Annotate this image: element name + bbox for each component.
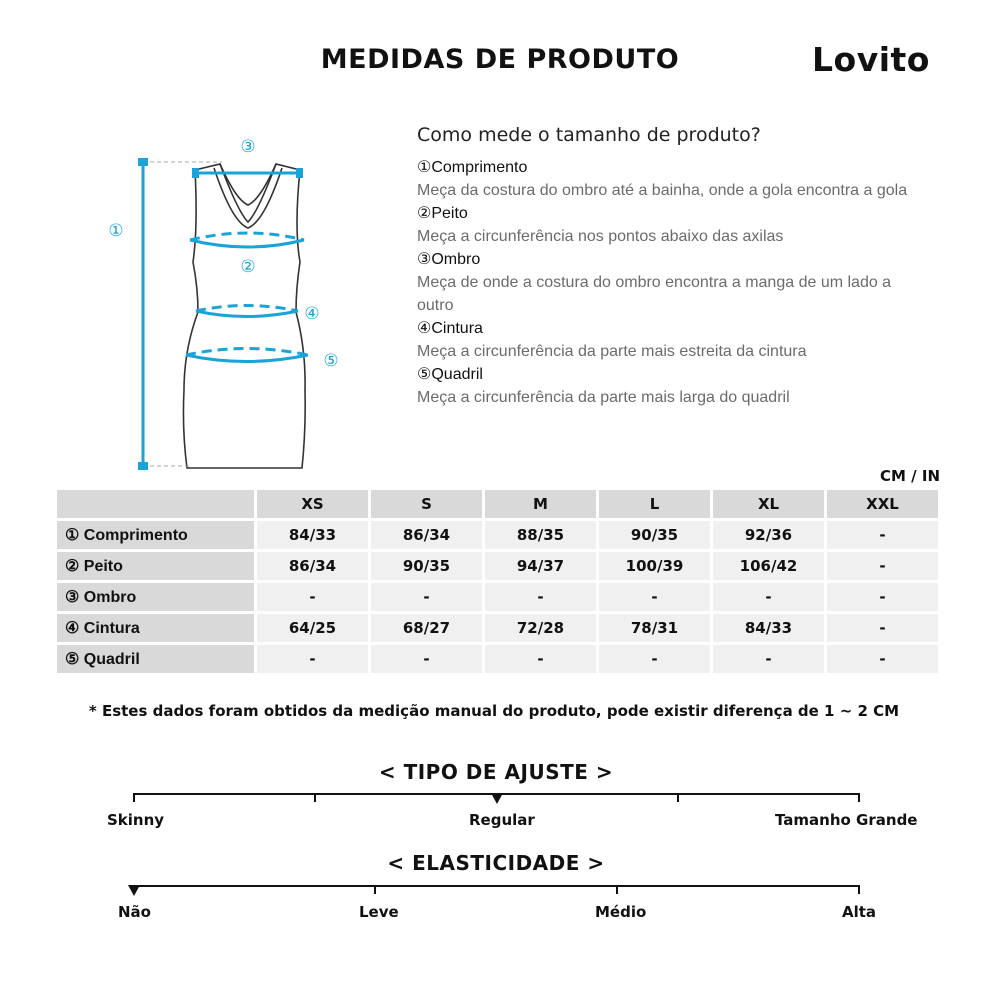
howto-item-name: ①Comprimento	[417, 159, 528, 176]
measurement-note: * Estes dados foram obtidos da medição manual do produto, pode existir diferença de 1 ~ 2 CM	[88, 702, 900, 720]
table-cell: -	[485, 583, 596, 611]
howto-item-chest	[417, 202, 917, 248]
table-cell: -	[371, 645, 482, 673]
table-cell: -	[257, 645, 368, 673]
howto-item-desc: Meça a circunferência da parte mais estreita da cintura	[417, 343, 807, 360]
elasticity-label-none: Não	[118, 903, 151, 921]
table-cell: 94/37	[485, 552, 596, 580]
elasticity-selected-pointer	[128, 885, 140, 896]
marker-waist: ④	[304, 304, 320, 324]
page-title: MEDIDAS DE PRODUTO	[320, 44, 680, 75]
table-row	[57, 583, 938, 611]
dress-measurement-figure	[100, 130, 360, 475]
table-cell: -	[827, 614, 938, 642]
howto-item-desc: Meça a circunferência nos pontos abaixo das axilas	[417, 228, 784, 245]
shoulder-bar-left-cap	[192, 168, 199, 178]
marker-hip: ⑤	[323, 351, 339, 371]
size-header: L	[599, 490, 710, 518]
chest-line-back	[190, 233, 304, 240]
table-cell: 90/35	[371, 552, 482, 580]
size-header: S	[371, 490, 482, 518]
table-cell: -	[827, 645, 938, 673]
table-cell: 92/36	[713, 521, 824, 549]
table-cell: 88/35	[485, 521, 596, 549]
table-cell: 72/28	[485, 614, 596, 642]
howto-item-desc: Meça a circunferência da parte mais larga do quadril	[417, 389, 790, 406]
elasticity-tick	[616, 885, 618, 894]
fit-tick	[677, 793, 679, 802]
fit-tick	[858, 793, 860, 802]
table-cell: 86/34	[257, 552, 368, 580]
howto-item-waist	[417, 317, 917, 363]
table-cell: -	[599, 645, 710, 673]
table-row	[57, 552, 938, 580]
howto-item-hip	[417, 363, 917, 409]
table-row	[57, 521, 938, 549]
table-row	[57, 645, 938, 673]
brand-logo: Lovito	[812, 40, 930, 79]
row-label: ③ Ombro	[57, 583, 254, 611]
howto-item-desc: Meça da costura do ombro até a bainha, onde a gola encontra a gola	[417, 182, 908, 199]
shoulder-bar-right-cap	[296, 168, 303, 178]
fit-scale-title: < TIPO DE AJUSTE >	[378, 760, 614, 784]
waist-line-front	[196, 311, 298, 317]
table-cell: -	[257, 583, 368, 611]
table-cell: 86/34	[371, 521, 482, 549]
size-table	[54, 487, 941, 676]
table-cell: 100/39	[599, 552, 710, 580]
howto-list	[417, 156, 917, 409]
hip-line-front	[186, 355, 308, 362]
table-cell: -	[713, 645, 824, 673]
fit-label-skinny: Skinny	[107, 811, 165, 829]
elasticity-label-high: Alta	[842, 903, 877, 921]
table-cell: 68/27	[371, 614, 482, 642]
howto-item-name: ④Cintura	[417, 320, 483, 337]
unit-label: CM / IN	[880, 467, 940, 485]
size-header: M	[485, 490, 596, 518]
size-header: XL	[713, 490, 824, 518]
size-header: XXL	[827, 490, 938, 518]
row-label: ⑤ Quadril	[57, 645, 254, 673]
elasticity-scale-title: < ELASTICIDADE >	[387, 851, 605, 875]
table-cell: 106/42	[713, 552, 824, 580]
table-row	[57, 614, 938, 642]
fit-label-large: Tamanho Grande	[775, 811, 918, 829]
length-bar-top-cap	[138, 158, 148, 166]
table-cell: 84/33	[713, 614, 824, 642]
waist-line-back	[196, 306, 298, 312]
table-cell: -	[599, 583, 710, 611]
howto-item-name: ⑤Quadril	[417, 366, 483, 383]
table-cell: -	[713, 583, 824, 611]
marker-shoulder: ③	[240, 137, 256, 157]
hip-line-back	[186, 349, 308, 356]
marker-chest: ②	[240, 257, 256, 277]
fit-tick	[314, 793, 316, 802]
howto-item-shoulder	[417, 248, 917, 317]
table-cell: -	[371, 583, 482, 611]
elasticity-label-light: Leve	[359, 903, 399, 921]
elasticity-tick	[858, 885, 860, 894]
table-cell: 64/25	[257, 614, 368, 642]
row-label: ④ Cintura	[57, 614, 254, 642]
elasticity-label-medium: Médio	[595, 903, 647, 921]
table-cell: 78/31	[599, 614, 710, 642]
fit-label-regular: Regular	[469, 811, 535, 829]
length-bar-bottom-cap	[138, 462, 148, 470]
table-cell: 84/33	[257, 521, 368, 549]
table-cell: -	[485, 645, 596, 673]
elasticity-tick	[374, 885, 376, 894]
marker-length: ①	[108, 221, 124, 241]
table-cell: -	[827, 521, 938, 549]
table-cell: 90/35	[599, 521, 710, 549]
howto-item-name: ③Ombro	[417, 251, 481, 268]
size-header: XS	[257, 490, 368, 518]
howto-item-name: ②Peito	[417, 205, 468, 222]
fit-tick	[133, 793, 135, 802]
fit-selected-pointer	[491, 793, 503, 804]
elasticity-scale-line	[134, 885, 860, 887]
row-label: ① Comprimento	[57, 521, 254, 549]
table-header-row	[57, 490, 938, 518]
howto-title: Como mede o tamanho de produto?	[417, 124, 761, 146]
howto-item-desc: Meça de onde a costura do ombro encontra a manga de um lado a outro	[417, 274, 892, 314]
table-cell: -	[827, 583, 938, 611]
chest-line-front	[190, 240, 304, 247]
row-label: ② Peito	[57, 552, 254, 580]
table-cell: -	[827, 552, 938, 580]
howto-item-length	[417, 156, 917, 202]
table-corner	[57, 490, 254, 518]
